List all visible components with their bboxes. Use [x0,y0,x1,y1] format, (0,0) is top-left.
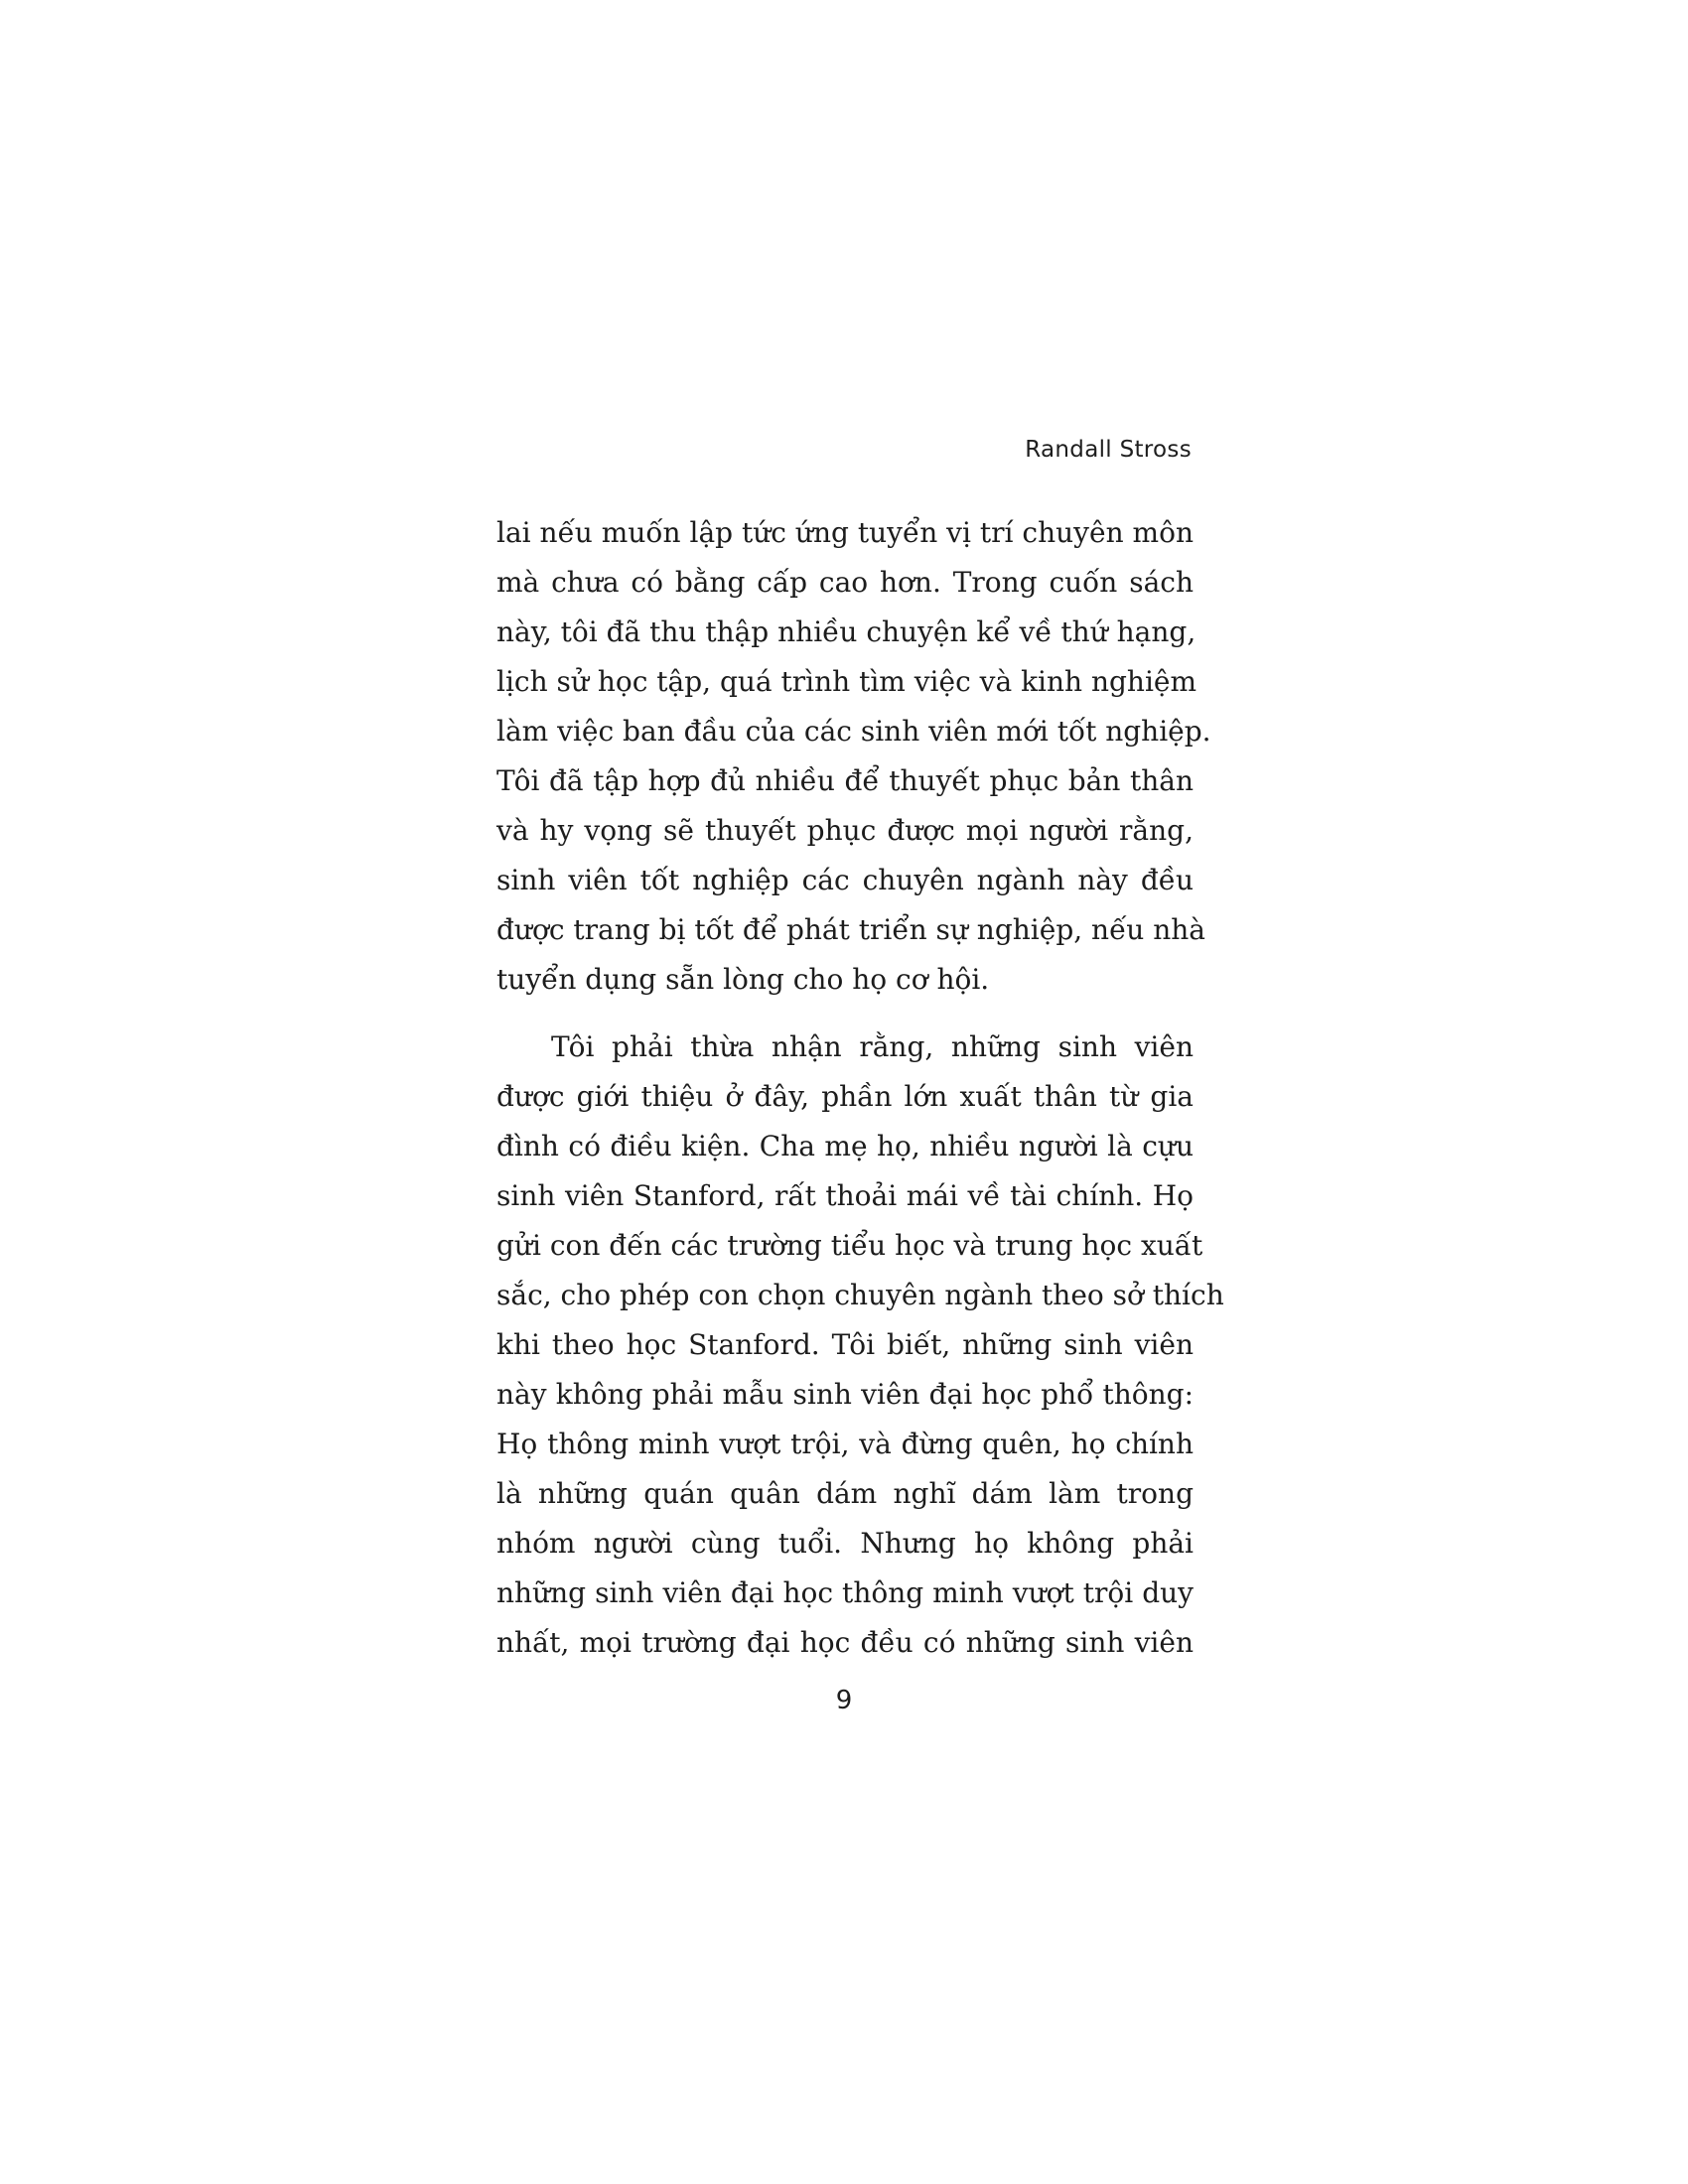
text-line: sinh viên tốt nghiệp các chuyên ngành này đều [496,864,1194,896]
text-line: này, tôi đã thu thập nhiều chuyện kể về thứ hạng, [496,615,1196,648]
text-line: được giới thiệu ở đây, phần lớn xuất thân từ gia [496,1080,1194,1113]
text-line: Họ thông minh vượt trội, và đừng quên, họ chính [496,1428,1194,1460]
paragraph-1 [496,508,1211,1005]
text-line: lịch sử học tập, quá trình tìm việc và kinh nghiệm [496,665,1197,698]
text-line: lai nếu muốn lập tức ứng tuyển vị trí chuyên môn [496,516,1194,549]
text-line: nhất, mọi trường đại học đều có những sinh viên [496,1626,1194,1659]
text-line: này không phải mẫu sinh viên đại học phổ thông: [496,1378,1194,1411]
text-line: làm việc ban đầu của các sinh viên mới tốt nghiệp. [496,715,1211,748]
text-line: Tôi phải thừa nhận rằng, những sinh viên [551,1030,1194,1063]
text-line: mà chưa có bằng cấp cao hơn. Trong cuốn sách [496,566,1194,599]
text-line: sinh viên Stanford, rất thoải mái về tài chính. Họ [496,1179,1194,1212]
page-number: 9 [835,1686,853,1715]
text-line: Tôi đã tập hợp đủ nhiều để thuyết phục bản thân [496,764,1194,797]
text-line: nhóm người cùng tuổi. Nhưng họ không phải [496,1527,1194,1560]
text-line: những sinh viên đại học thông minh vượt trội duy [496,1576,1194,1609]
text-line: khi theo học Stanford. Tôi biết, những sinh viên [496,1328,1194,1361]
text-line: gửi con đến các trường tiểu học và trung học xuất [496,1229,1203,1262]
text-line: đình có điều kiện. Cha mẹ họ, nhiều người là cựu [496,1130,1194,1162]
text-line: và hy vọng sẽ thuyết phục được mọi người rằng, [496,814,1194,847]
running-head: Randall Stross [1025,437,1192,463]
paragraph-2 [496,1023,1224,1668]
text-line: là những quán quân dám nghĩ dám làm trong [496,1477,1194,1510]
text-line: sắc, cho phép con chọn chuyên ngành theo sở thích [496,1279,1224,1311]
text-line: được trang bị tốt để phát triển sự nghiệp, nếu nhà [496,913,1205,946]
text-line: tuyển dụng sẵn lòng cho họ cơ hội. [496,963,990,996]
body-text [496,508,1224,1668]
